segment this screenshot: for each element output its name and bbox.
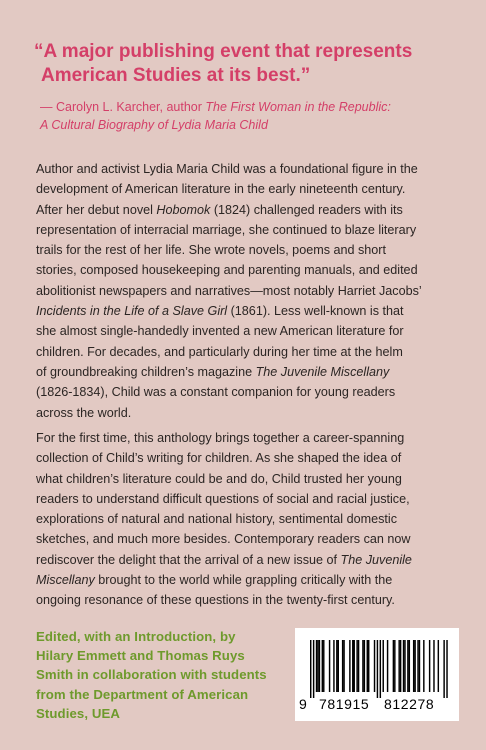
text-line: Incidents in the Life of a Slave Girl (1861). Less well-known is that (36, 304, 404, 319)
barcode-bar (383, 640, 384, 692)
barcode-bar (322, 640, 323, 692)
text-line: development of American literature in the early nineteenth century. (36, 182, 406, 197)
text-line: Miscellany brought to the world while grappling critically with the (36, 573, 393, 588)
barcode-bar (317, 640, 318, 692)
credit-line: from the Department of American (36, 686, 249, 702)
isbn-barcode (295, 628, 459, 721)
barcode-bar (438, 640, 439, 692)
barcode-bar (358, 640, 359, 692)
barcode-bars (303, 640, 453, 698)
text-line: abolitionist newspapers and narratives—most notably Harriet Jacobs’ (36, 283, 422, 298)
barcode-bar (329, 640, 330, 692)
barcode-bar (433, 640, 434, 692)
barcode-guard-bar (380, 640, 381, 698)
barcode-bar (323, 640, 324, 692)
barcode-bar (338, 640, 339, 692)
barcode-group-1: 781915 (319, 696, 370, 712)
credit-line: Smith in collaboration with students (36, 667, 267, 683)
barcode-bar (393, 640, 394, 692)
quote-line-1: “A major publishing event that represents (34, 41, 413, 62)
text-line: trails for the rest of her life. She wrote novels, poems and short (36, 243, 386, 258)
barcode-guard-bar (313, 640, 314, 698)
barcode-digit-first: 9 (299, 696, 308, 712)
text-line: representation of interracial marriage, she continued to blaze literary (36, 222, 417, 237)
barcode-bar (419, 640, 420, 692)
text-line: collection of Child’s writing for children. As she shaped the idea of (36, 451, 402, 466)
editor-credit (36, 627, 286, 723)
attribution-prefix: — Carolyn L. Karcher, author (40, 100, 206, 114)
text-line: what children’s literature could be and do, Child trusted her young (36, 471, 402, 486)
text-line: rediscover the delight that the arrival of a new issue of The Juvenile (36, 552, 412, 567)
barcode-guard-bar (310, 640, 311, 698)
barcode-bar (349, 640, 350, 692)
text-line: After her debut novel Hobomok (1824) challenged readers with its (36, 202, 403, 217)
barcode-bar (398, 640, 399, 692)
barcode-bar (394, 640, 395, 692)
barcode-bar (403, 640, 404, 692)
endorsement-quote (34, 40, 464, 88)
text-line: sketches, and much more besides. Contemporary readers can now (36, 532, 411, 547)
text-line: explorations of natural and national history, sentimental domestic (36, 512, 397, 527)
barcode-bar (368, 640, 369, 692)
quote-line-2: American Studies at its best.” (41, 65, 311, 86)
barcode-bar (343, 640, 344, 692)
barcode-bar (429, 640, 430, 692)
barcode-bar (414, 640, 415, 692)
barcode-bar (404, 640, 405, 692)
barcode-guard-bar (377, 640, 378, 698)
magazine-title: The Juvenile (340, 552, 412, 567)
book-title-incidents: Incidents in the Life of a Slave Girl (36, 304, 228, 319)
credit-line: Hilary Emmett and Thomas Ruys (36, 648, 245, 664)
barcode-bar (423, 640, 424, 692)
credit-line: Edited, with an Introduction, by (36, 629, 236, 644)
quote-attribution (40, 98, 460, 134)
barcode-bar (342, 640, 343, 692)
book-title-hobomok: Hobomok (156, 202, 211, 217)
barcode-bar (409, 640, 410, 692)
text-line: across the world. (36, 405, 132, 420)
text-line: Author and activist Lydia Maria Child was a foundational figure in the (36, 162, 418, 176)
barcode-guard-bar (446, 640, 447, 698)
barcode-bar (356, 640, 357, 692)
credit-line: Studies, UEA (36, 705, 121, 721)
description-paragraph-2 (36, 428, 466, 611)
barcode-bar (417, 640, 418, 692)
barcode-bar (336, 640, 337, 692)
magazine-title: The Juvenile Miscellany (255, 364, 390, 379)
barcode-bar (352, 640, 353, 692)
magazine-title: Miscellany (36, 573, 95, 588)
barcode-guard-bar (443, 640, 444, 698)
barcode-bar (374, 640, 375, 692)
barcode-bar (362, 640, 363, 692)
attribution-book-title-1: The First Woman in the Republic: (205, 100, 391, 114)
barcode-bar (407, 640, 408, 692)
barcode-bar (387, 640, 388, 692)
text-line: of groundbreaking children’s magazine The Juvenile Miscellany (36, 364, 390, 379)
text-line: ongoing resonance of these questions in the twenty-first century. (36, 593, 395, 608)
text-line: she almost single-handedly invented a new American literature for (36, 324, 404, 339)
text-line: readers to understand difficult questions of social and racial justice, (36, 491, 410, 506)
barcode-bar (316, 640, 317, 692)
text-line: children. For decades, and particularly during her time at the helm (36, 344, 403, 359)
barcode-bar (367, 640, 368, 692)
barcode-bar (413, 640, 414, 692)
text-line: stories, composed housekeeping and parenting manuals, and edited (36, 263, 418, 278)
attribution-book-title-2: A Cultural Biography of Lydia Maria Child (40, 118, 268, 132)
barcode-bar (319, 640, 320, 692)
description-paragraph-1 (36, 159, 466, 423)
text-line: (1826-1834), Child was a constant companion for young readers (36, 385, 396, 400)
barcode-bar (333, 640, 334, 692)
barcode-bar (400, 640, 401, 692)
barcode-bar (354, 640, 355, 692)
barcode-group-2: 812278 (384, 696, 435, 712)
barcode-bar (364, 640, 365, 692)
text-line: For the first time, this anthology brings together a career-spanning (36, 431, 405, 445)
